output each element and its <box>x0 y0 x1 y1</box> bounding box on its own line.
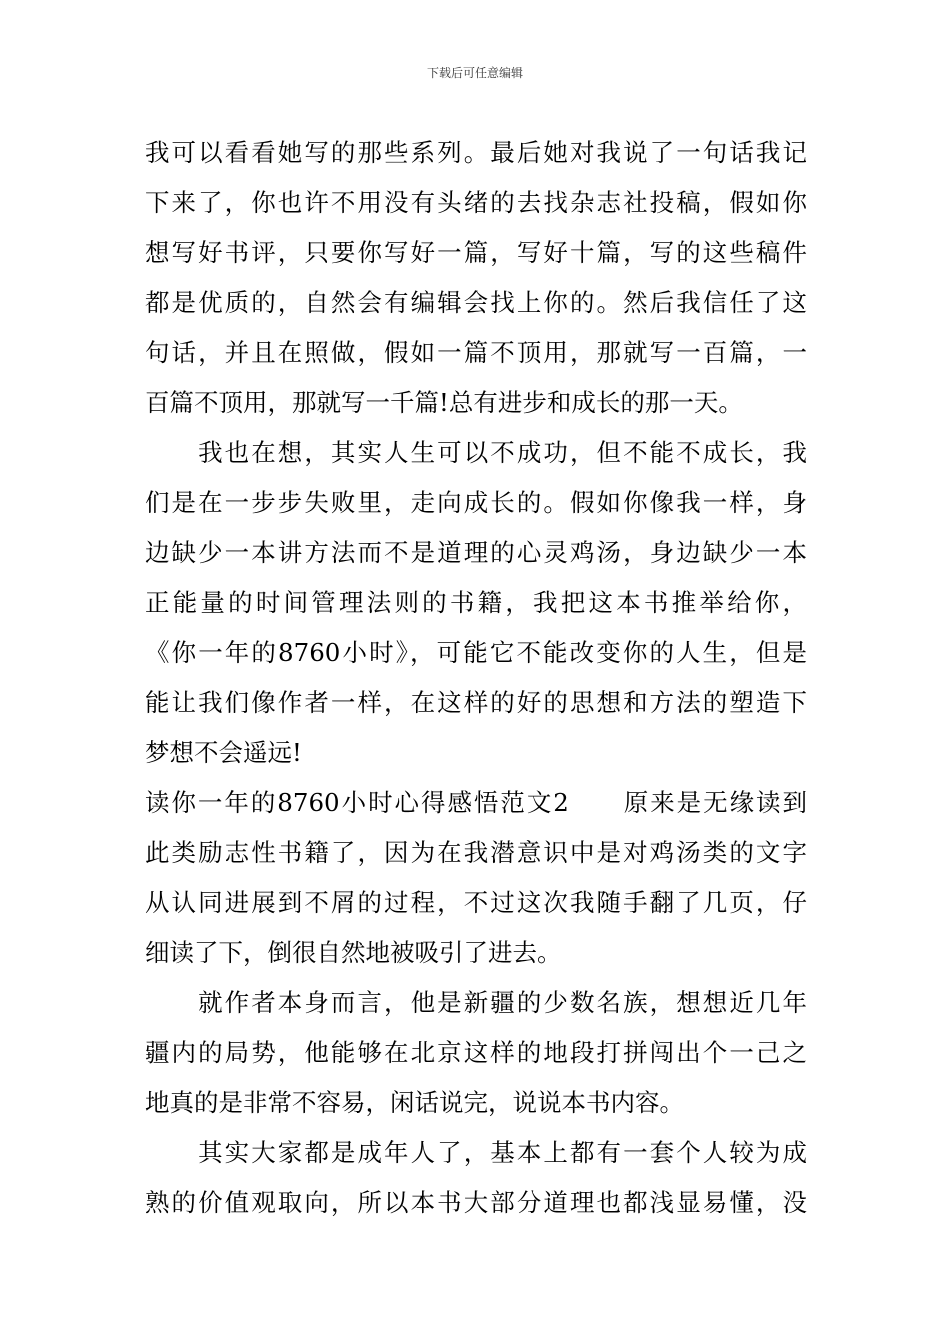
text-line: 我也在想，其实人生可以不成功，但不能不成长，我 <box>145 438 807 467</box>
text-line: 疆内的局势，他能够在北京这样的地段打拼闯出个一己之 <box>145 1038 807 1067</box>
page-header: 下载后可任意编辑 <box>426 66 523 80</box>
text-line: 都是优质的，自然会有编辑会找上你的。然后我信任了这 <box>145 288 807 317</box>
text-line: 正能量的时间管理法则的书籍，我把这本书推举给你， <box>145 588 807 617</box>
text-line: 地真的是非常不容易，闲话说完，说说本书内容。 <box>145 1088 684 1117</box>
text-line: 百篇不顶用，那就写一千篇!总有进步和成长的那一天。 <box>145 388 743 417</box>
text-line: 边缺少一本讲方法而不是道理的心灵鸡汤，身边缺少一本 <box>145 538 807 567</box>
text-line: 此类励志性书籍了，因为在我潜意识中是对鸡汤类的文字 <box>145 838 807 867</box>
text-line: 细读了下，倒很自然地被吸引了进去。 <box>145 938 562 967</box>
text-line: 能让我们像作者一样，在这样的好的思想和方法的塑造下 <box>145 688 807 717</box>
document-body <box>145 128 807 1228</box>
text-line: 就作者本身而言，他是新疆的少数名族，想想近几年 <box>145 988 807 1017</box>
text-line: 其实大家都是成年人了，基本上都有一套个人较为成 <box>145 1138 807 1167</box>
text-line: 们是在一步步失败里，走向成长的。假如你像我一样，身 <box>145 488 807 517</box>
text-line: 句话，并且在照做，假如一篇不顶用，那就写一百篇，一 <box>145 338 807 367</box>
text-line: 读你一年的8760小时心得感悟范文2 原来是无缘读到 <box>145 788 807 817</box>
text-line: 《你一年的8760小时》，可能它不能改变你的人生，但是 <box>145 638 807 667</box>
text-line: 熟的价值观取向，所以本书大部分道理也都浅显易懂，没 <box>145 1188 807 1217</box>
text-line: 我可以看看她写的那些系列。最后她对我说了一句话我记 <box>145 138 807 167</box>
text-line: 从认同进展到不屑的过程，不过这次我随手翻了几页，仔 <box>145 888 807 917</box>
text-line: 想写好书评，只要你写好一篇，写好十篇，写的这些稿件 <box>145 238 807 267</box>
text-line: 梦想不会遥远! <box>145 738 302 767</box>
text-line: 下来了，你也许不用没有头绪的去找杂志社投稿，假如你 <box>145 188 807 217</box>
